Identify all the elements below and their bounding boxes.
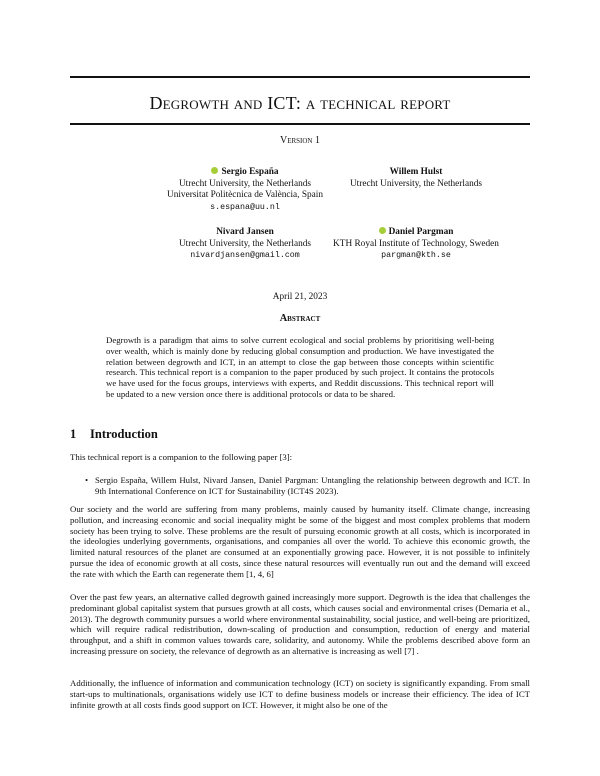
version-label: Version 1 [279, 135, 320, 146]
abstract-text: Degrowth is a paradigm that aims to solve current ecological and social problems by prioritising well-being over wealth, which is mainly done by reducing global consumption and production. We have investigated the relation between degrowth and ICT, in an attempt to close the gap between those concepts within scientific research. This technical report is a companion to the paper produced by such project. It contains the protocols we have used for the focus groups, interviews with experts, and Reddit discussions. This technical report will be updated to a new version once there is additional protocols or data to be shared. [106, 335, 494, 399]
author-affiliation: Utrecht University, the Netherlands [349, 178, 483, 189]
orcid-icon[interactable] [211, 167, 218, 174]
author-name: Daniel Pargman [388, 227, 454, 237]
author-name: Nivard Jansen [216, 227, 274, 237]
author-block [286, 227, 546, 262]
title-bottom-rule [70, 123, 530, 125]
section-heading [70, 427, 158, 442]
orcid-icon[interactable] [379, 227, 386, 234]
bullet-icon: • [85, 475, 89, 485]
section-title: Introduction [90, 427, 158, 441]
paper-date: April 21, 2023 [272, 292, 328, 302]
author-email[interactable]: nivardjansen@gmail.com [190, 251, 300, 261]
author-email[interactable]: s.espana@uu.nl [210, 202, 280, 212]
body-paragraph: Additionally, the influence of information and communication technology (ICT) on society is significantly expanding. From small start-ups to multinationals, organisations widely use ICT to define business models or increase their efficiency. The idea of ICT infinite growth at all costs finds good support on ICT. However, it might also be one of the [70, 678, 530, 710]
author-email[interactable]: pargman@kth.se [381, 251, 451, 261]
abstract-heading: Abstract [279, 313, 321, 324]
author-block [286, 167, 546, 190]
list-item [85, 475, 530, 497]
author-affiliation: Universitat Politècnica de València, Spain [166, 190, 324, 201]
top-rule [70, 76, 530, 78]
intro-paragraph: This technical report is a companion to the following paper [3]: [70, 452, 293, 462]
author-affiliation: Utrecht University, the Netherlands [178, 178, 312, 189]
author-affiliation: Utrecht University, the Netherlands [178, 238, 312, 249]
body-paragraph: Our society and the world are suffering from many problems, mainly caused by humanity itself. Climate change, increasing pollution, and increasing economic and social inequality might be some of the biggest and most complex problems that modern society has been trying to solve. These problems are the result of pursuing economic growth at all costs, which is incorporated in the ideologies underlying governments, organisations, and companies all over the world. To achieve this economic growth, the limited natural resources of the planet are consumed at an exponentially growing pace. However, it is not possible to infinitely pursue the idea of economic growth at all costs, since these natural resources will eventually run out and the demand will exceed the rate with which the Earth can regenerate them [1, 4, 6] [70, 504, 530, 579]
author-name: Willem Hulst [389, 167, 443, 177]
body-paragraph: Over the past few years, an alternative called degrowth gained increasingly more support. Degrowth is the idea that challenges the predominant global capitalist system that pursues growth at all costs, which causes social and environmental crises (Demaria et al., 2013). The degrowth community pursues a world where environmental sustainability, social justice, and well-being are prioritized, which will require radical redistribution, down-scaling of production and consumption, reduction of energy and material throughput, and a shift in common values towards care, solidarity, and autonomy. While the problems described above form an increasing pressure on society, the relevance of degrowth as an alternative is increasing as well [7] . [70, 592, 530, 656]
reference-text: Sergio España, Willem Hulst, Nivard Jansen, Daniel Pargman: Untangling the relationship between degrowth and ICT. In 9th International Conference on ICT for Sustainability (ICT4S 2023). [95, 475, 530, 496]
author-name: Sergio España [221, 167, 279, 177]
author-affiliation: KTH Royal Institute of Technology, Sweden [333, 238, 499, 249]
section-number: 1 [70, 427, 77, 441]
paper-title: Degrowth and ICT: a technical report [149, 93, 451, 113]
